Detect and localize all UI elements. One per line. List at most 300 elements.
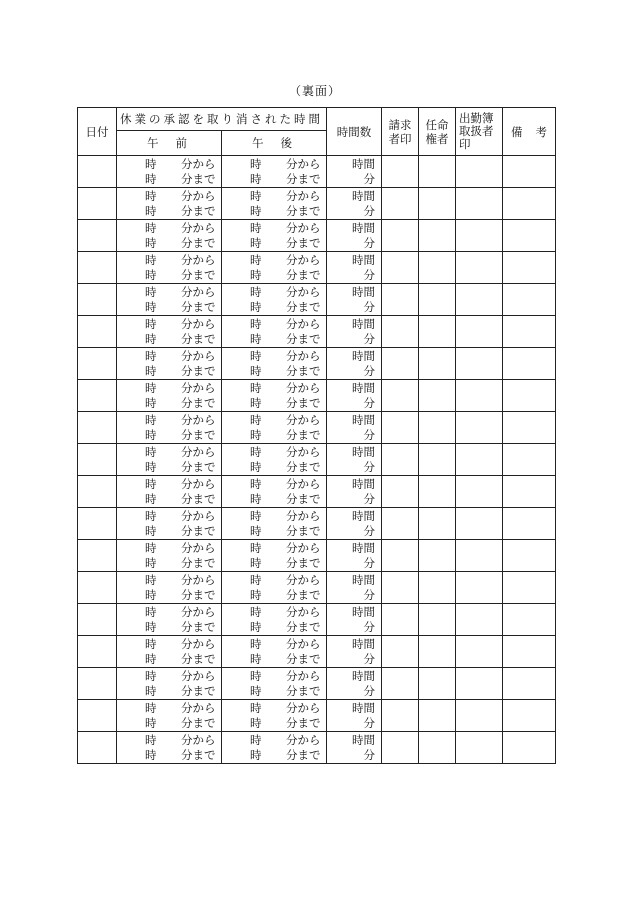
hour-label: 時 [145, 363, 157, 378]
header-appointer-line1: 任命 [425, 117, 449, 132]
hours-cell[interactable] [327, 316, 382, 348]
minutes-from-label: 分から [286, 220, 321, 235]
header-cancelled-time: 休業の承認を取り消された時間 [117, 108, 327, 131]
requester-seal-cell[interactable] [382, 572, 419, 604]
am-time-cell[interactable] [117, 732, 222, 764]
hour-label: 時 [145, 188, 157, 203]
hour-label: 時 [250, 252, 262, 267]
date-cell[interactable] [78, 604, 117, 636]
minutes-until-label: 分まで [286, 587, 321, 602]
table-row [78, 348, 556, 380]
hour-label: 時 [145, 700, 157, 715]
pm-time-cell[interactable] [222, 668, 327, 700]
minutes-until-label: 分まで [286, 171, 321, 186]
requester-seal-cell[interactable] [382, 636, 419, 668]
minutes-until-label: 分まで [181, 715, 216, 730]
remarks-cell[interactable] [503, 412, 556, 444]
header-pm-right: 後 [280, 136, 292, 150]
appointing-authority-cell[interactable] [419, 540, 456, 572]
hour-label: 時 [145, 156, 157, 171]
appointing-authority-cell[interactable] [419, 476, 456, 508]
remarks-cell[interactable] [503, 476, 556, 508]
header-am [117, 131, 222, 156]
hour-label: 時 [145, 619, 157, 634]
remarks-cell[interactable] [503, 668, 556, 700]
am-time-cell[interactable] [117, 636, 222, 668]
hour-label: 時 [145, 683, 157, 698]
am-time-cell[interactable] [117, 380, 222, 412]
requester-seal-cell[interactable] [382, 284, 419, 316]
minutes-from-label: 分から [181, 700, 216, 715]
table-row [78, 700, 556, 732]
am-time-cell[interactable] [117, 444, 222, 476]
hour-label: 時 [250, 220, 262, 235]
date-cell[interactable] [78, 668, 117, 700]
am-time-cell[interactable] [117, 412, 222, 444]
am-time-cell[interactable] [117, 540, 222, 572]
hours-cell[interactable] [327, 636, 382, 668]
minutes-from-label: 分から [286, 540, 321, 555]
hours-cell[interactable] [327, 476, 382, 508]
requester-seal-cell[interactable] [382, 668, 419, 700]
minutes-unit-label: 分 [363, 459, 375, 474]
hours-cell[interactable] [327, 284, 382, 316]
header-attendance-line3: 印 [459, 137, 471, 151]
remarks-cell[interactable] [503, 252, 556, 284]
attendance-clerk-seal-cell[interactable] [456, 508, 503, 540]
hour-label: 時 [250, 235, 262, 250]
date-cell[interactable] [78, 444, 117, 476]
appointing-authority-cell[interactable] [419, 668, 456, 700]
hour-label: 時 [145, 348, 157, 363]
header-attendance-clerk-seal [456, 108, 503, 156]
appointing-authority-cell[interactable] [419, 700, 456, 732]
minutes-unit-label: 分 [363, 235, 375, 250]
hour-label: 時 [250, 572, 262, 587]
minutes-until-label: 分まで [286, 715, 321, 730]
pm-time-cell[interactable] [222, 348, 327, 380]
hours-unit-label: 時間 [352, 284, 375, 299]
appointing-authority-cell[interactable] [419, 508, 456, 540]
pm-time-cell[interactable] [222, 412, 327, 444]
table-body [78, 156, 556, 764]
table-row [78, 252, 556, 284]
minutes-until-label: 分まで [286, 651, 321, 666]
hours-cell[interactable] [327, 188, 382, 220]
hours-unit-label: 時間 [352, 508, 375, 523]
minutes-unit-label: 分 [363, 747, 375, 762]
hour-label: 時 [145, 555, 157, 570]
hour-label: 時 [145, 604, 157, 619]
date-cell[interactable] [78, 220, 117, 252]
attendance-clerk-seal-cell[interactable] [456, 380, 503, 412]
attendance-clerk-seal-cell[interactable] [456, 444, 503, 476]
hours-cell[interactable] [327, 732, 382, 764]
table-row [78, 220, 556, 252]
attendance-clerk-seal-cell[interactable] [456, 732, 503, 764]
minutes-from-label: 分から [286, 732, 321, 747]
header-pm [222, 131, 327, 156]
table-row [78, 508, 556, 540]
minutes-unit-label: 分 [363, 363, 375, 378]
pm-time-cell[interactable] [222, 284, 327, 316]
date-cell[interactable] [78, 284, 117, 316]
remarks-cell[interactable] [503, 604, 556, 636]
hour-label: 時 [145, 284, 157, 299]
appointing-authority-cell[interactable] [419, 732, 456, 764]
requester-seal-cell[interactable] [382, 540, 419, 572]
requester-seal-cell[interactable] [382, 476, 419, 508]
hour-label: 時 [250, 156, 262, 171]
hour-label: 時 [145, 235, 157, 250]
hours-unit-label: 時間 [352, 412, 375, 427]
hours-unit-label: 時間 [352, 668, 375, 683]
hour-label: 時 [145, 331, 157, 346]
minutes-from-label: 分から [181, 252, 216, 267]
minutes-from-label: 分から [286, 572, 321, 587]
header-requester-line1: 請求 [388, 117, 412, 132]
hours-cell[interactable] [327, 572, 382, 604]
hour-label: 時 [250, 395, 262, 410]
am-time-cell[interactable] [117, 220, 222, 252]
hours-cell[interactable] [327, 412, 382, 444]
hours-unit-label: 時間 [352, 444, 375, 459]
appointing-authority-cell[interactable] [419, 380, 456, 412]
header-am-left: 午 [147, 136, 159, 150]
hours-cell[interactable] [327, 380, 382, 412]
hour-label: 時 [250, 587, 262, 602]
minutes-from-label: 分から [181, 188, 216, 203]
appointing-authority-cell[interactable] [419, 156, 456, 188]
remarks-cell[interactable] [503, 380, 556, 412]
pm-time-cell[interactable] [222, 540, 327, 572]
am-time-cell[interactable] [117, 700, 222, 732]
table-row [78, 636, 556, 668]
table-row [78, 540, 556, 572]
attendance-clerk-seal-cell[interactable] [456, 316, 503, 348]
hour-label: 時 [250, 604, 262, 619]
hour-label: 時 [250, 267, 262, 282]
hour-label: 時 [145, 636, 157, 651]
hour-label: 時 [250, 523, 262, 538]
minutes-until-label: 分まで [181, 427, 216, 442]
hour-label: 時 [145, 651, 157, 666]
minutes-until-label: 分まで [181, 523, 216, 538]
hour-label: 時 [250, 316, 262, 331]
pm-time-cell[interactable] [222, 700, 327, 732]
minutes-until-label: 分まで [181, 299, 216, 314]
hour-label: 時 [145, 427, 157, 442]
hour-label: 時 [145, 171, 157, 186]
hours-cell[interactable] [327, 156, 382, 188]
minutes-from-label: 分から [286, 668, 321, 683]
hours-unit-label: 時間 [352, 604, 375, 619]
minutes-until-label: 分まで [286, 427, 321, 442]
minutes-from-label: 分から [181, 156, 216, 171]
table-row [78, 476, 556, 508]
hour-label: 時 [145, 523, 157, 538]
appointing-authority-cell[interactable] [419, 636, 456, 668]
date-cell[interactable] [78, 572, 117, 604]
requester-seal-cell[interactable] [382, 508, 419, 540]
hours-unit-label: 時間 [352, 636, 375, 651]
minutes-unit-label: 分 [363, 555, 375, 570]
hour-label: 時 [145, 380, 157, 395]
hours-cell[interactable] [327, 668, 382, 700]
minutes-until-label: 分まで [286, 203, 321, 218]
date-cell[interactable] [78, 700, 117, 732]
hour-label: 時 [250, 188, 262, 203]
pm-time-cell[interactable] [222, 444, 327, 476]
hour-label: 時 [250, 299, 262, 314]
remarks-cell[interactable] [503, 732, 556, 764]
minutes-from-label: 分から [286, 604, 321, 619]
attendance-clerk-seal-cell[interactable] [456, 188, 503, 220]
hour-label: 時 [250, 427, 262, 442]
hour-label: 時 [145, 491, 157, 506]
date-cell[interactable] [78, 348, 117, 380]
appointing-authority-cell[interactable] [419, 572, 456, 604]
date-cell[interactable] [78, 508, 117, 540]
hours-unit-label: 時間 [352, 220, 375, 235]
appointing-authority-cell[interactable] [419, 444, 456, 476]
page-title: （裏面） [288, 84, 341, 98]
date-cell[interactable] [78, 636, 117, 668]
minutes-until-label: 分まで [181, 235, 216, 250]
date-cell[interactable] [78, 156, 117, 188]
minutes-unit-label: 分 [363, 523, 375, 538]
minutes-until-label: 分まで [181, 619, 216, 634]
header-attendance-line1: 出勤簿 [459, 111, 494, 125]
date-cell[interactable] [78, 732, 117, 764]
hour-label: 時 [250, 476, 262, 491]
date-cell[interactable] [78, 188, 117, 220]
am-time-cell[interactable] [117, 476, 222, 508]
am-time-cell[interactable] [117, 188, 222, 220]
appointing-authority-cell[interactable] [419, 284, 456, 316]
minutes-until-label: 分まで [181, 267, 216, 282]
minutes-from-label: 分から [181, 668, 216, 683]
minutes-until-label: 分まで [286, 235, 321, 250]
minutes-from-label: 分から [181, 380, 216, 395]
hour-label: 時 [250, 171, 262, 186]
hour-label: 時 [250, 444, 262, 459]
remarks-cell[interactable] [503, 220, 556, 252]
am-time-cell[interactable] [117, 348, 222, 380]
hours-cell[interactable] [327, 348, 382, 380]
minutes-from-label: 分から [286, 444, 321, 459]
hours-cell[interactable] [327, 220, 382, 252]
attendance-clerk-seal-cell[interactable] [456, 348, 503, 380]
requester-seal-cell[interactable] [382, 348, 419, 380]
pm-time-cell[interactable] [222, 252, 327, 284]
date-cell[interactable] [78, 252, 117, 284]
hours-unit-label: 時間 [352, 380, 375, 395]
date-cell[interactable] [78, 476, 117, 508]
pm-time-cell[interactable] [222, 316, 327, 348]
hour-label: 時 [145, 732, 157, 747]
requester-seal-cell[interactable] [382, 700, 419, 732]
am-time-cell[interactable] [117, 284, 222, 316]
pm-time-cell[interactable] [222, 380, 327, 412]
remarks-cell[interactable] [503, 508, 556, 540]
requester-seal-cell[interactable] [382, 732, 419, 764]
hour-label: 時 [250, 284, 262, 299]
minutes-from-label: 分から [286, 476, 321, 491]
attendance-clerk-seal-cell[interactable] [456, 636, 503, 668]
remarks-cell[interactable] [503, 348, 556, 380]
remarks-cell[interactable] [503, 700, 556, 732]
remarks-cell[interactable] [503, 572, 556, 604]
attendance-clerk-seal-cell[interactable] [456, 476, 503, 508]
pm-time-cell[interactable] [222, 636, 327, 668]
attendance-clerk-seal-cell[interactable] [456, 412, 503, 444]
minutes-from-label: 分から [181, 316, 216, 331]
pm-time-cell[interactable] [222, 188, 327, 220]
pm-time-cell[interactable] [222, 220, 327, 252]
header-hours: 時間数 [327, 108, 382, 156]
minutes-from-label: 分から [181, 732, 216, 747]
hour-label: 時 [145, 508, 157, 523]
remarks-cell[interactable] [503, 188, 556, 220]
hours-cell[interactable] [327, 700, 382, 732]
minutes-until-label: 分まで [286, 267, 321, 282]
remarks-cell[interactable] [503, 284, 556, 316]
minutes-unit-label: 分 [363, 619, 375, 634]
appointing-authority-cell[interactable] [419, 252, 456, 284]
header-appointing-authority [419, 108, 456, 156]
attendance-clerk-seal-cell[interactable] [456, 700, 503, 732]
am-time-cell[interactable] [117, 508, 222, 540]
hour-label: 時 [145, 747, 157, 762]
hours-cell[interactable] [327, 604, 382, 636]
table-row [78, 668, 556, 700]
minutes-unit-label: 分 [363, 299, 375, 314]
minutes-from-label: 分から [286, 284, 321, 299]
table-row [78, 380, 556, 412]
appointing-authority-cell[interactable] [419, 188, 456, 220]
requester-seal-cell[interactable] [382, 316, 419, 348]
minutes-until-label: 分まで [286, 491, 321, 506]
pm-time-cell[interactable] [222, 572, 327, 604]
hour-label: 時 [250, 619, 262, 634]
minutes-from-label: 分から [286, 700, 321, 715]
minutes-unit-label: 分 [363, 267, 375, 282]
header-requester-seal [382, 108, 419, 156]
remarks-cell[interactable] [503, 540, 556, 572]
requester-seal-cell[interactable] [382, 220, 419, 252]
appointing-authority-cell[interactable] [419, 412, 456, 444]
hour-label: 時 [250, 331, 262, 346]
hour-label: 時 [250, 203, 262, 218]
hours-cell[interactable] [327, 508, 382, 540]
remarks-cell[interactable] [503, 316, 556, 348]
hour-label: 時 [250, 636, 262, 651]
minutes-unit-label: 分 [363, 491, 375, 506]
minutes-until-label: 分まで [286, 459, 321, 474]
attendance-clerk-seal-cell[interactable] [456, 540, 503, 572]
table-row [78, 316, 556, 348]
attendance-clerk-seal-cell[interactable] [456, 252, 503, 284]
am-time-cell[interactable] [117, 604, 222, 636]
pm-time-cell[interactable] [222, 732, 327, 764]
requester-seal-cell[interactable] [382, 380, 419, 412]
am-time-cell[interactable] [117, 252, 222, 284]
date-cell[interactable] [78, 412, 117, 444]
hour-label: 時 [250, 363, 262, 378]
minutes-until-label: 分まで [181, 203, 216, 218]
minutes-from-label: 分から [181, 220, 216, 235]
table-row [78, 412, 556, 444]
attendance-clerk-seal-cell[interactable] [456, 604, 503, 636]
hours-cell[interactable] [327, 444, 382, 476]
requester-seal-cell[interactable] [382, 412, 419, 444]
appointing-authority-cell[interactable] [419, 220, 456, 252]
hour-label: 時 [250, 700, 262, 715]
appointing-authority-cell[interactable] [419, 348, 456, 380]
am-time-cell[interactable] [117, 668, 222, 700]
header-remarks [503, 108, 556, 156]
pm-time-cell[interactable] [222, 476, 327, 508]
hour-label: 時 [250, 491, 262, 506]
attendance-clerk-seal-cell[interactable] [456, 284, 503, 316]
table-row [78, 444, 556, 476]
pm-time-cell[interactable] [222, 156, 327, 188]
hour-label: 時 [250, 380, 262, 395]
minutes-unit-label: 分 [363, 331, 375, 346]
date-cell[interactable] [78, 540, 117, 572]
pm-time-cell[interactable] [222, 508, 327, 540]
header-requester-line2: 者印 [388, 131, 412, 146]
minutes-from-label: 分から [286, 252, 321, 267]
minutes-from-label: 分から [286, 316, 321, 331]
attendance-clerk-seal-cell[interactable] [456, 668, 503, 700]
requester-seal-cell[interactable] [382, 188, 419, 220]
requester-seal-cell[interactable] [382, 252, 419, 284]
minutes-until-label: 分まで [286, 299, 321, 314]
remarks-cell[interactable] [503, 444, 556, 476]
appointing-authority-cell[interactable] [419, 316, 456, 348]
remarks-cell[interactable] [503, 636, 556, 668]
attendance-clerk-seal-cell[interactable] [456, 156, 503, 188]
am-time-cell[interactable] [117, 572, 222, 604]
hours-cell[interactable] [327, 540, 382, 572]
hour-label: 時 [145, 220, 157, 235]
remarks-cell[interactable] [503, 156, 556, 188]
hour-label: 時 [250, 540, 262, 555]
requester-seal-cell[interactable] [382, 604, 419, 636]
hours-unit-label: 時間 [352, 476, 375, 491]
minutes-until-label: 分まで [181, 171, 216, 186]
am-time-cell[interactable] [117, 316, 222, 348]
hours-cell[interactable] [327, 252, 382, 284]
minutes-from-label: 分から [181, 636, 216, 651]
date-cell[interactable] [78, 380, 117, 412]
requester-seal-cell[interactable] [382, 444, 419, 476]
appointing-authority-cell[interactable] [419, 604, 456, 636]
attendance-clerk-seal-cell[interactable] [456, 220, 503, 252]
minutes-from-label: 分から [286, 156, 321, 171]
minutes-until-label: 分まで [286, 555, 321, 570]
date-cell[interactable] [78, 316, 117, 348]
minutes-until-label: 分まで [286, 747, 321, 762]
leave-cancellation-table [77, 107, 556, 764]
attendance-clerk-seal-cell[interactable] [456, 572, 503, 604]
requester-seal-cell[interactable] [382, 156, 419, 188]
am-time-cell[interactable] [117, 156, 222, 188]
header-pm-left: 午 [252, 136, 264, 150]
pm-time-cell[interactable] [222, 604, 327, 636]
